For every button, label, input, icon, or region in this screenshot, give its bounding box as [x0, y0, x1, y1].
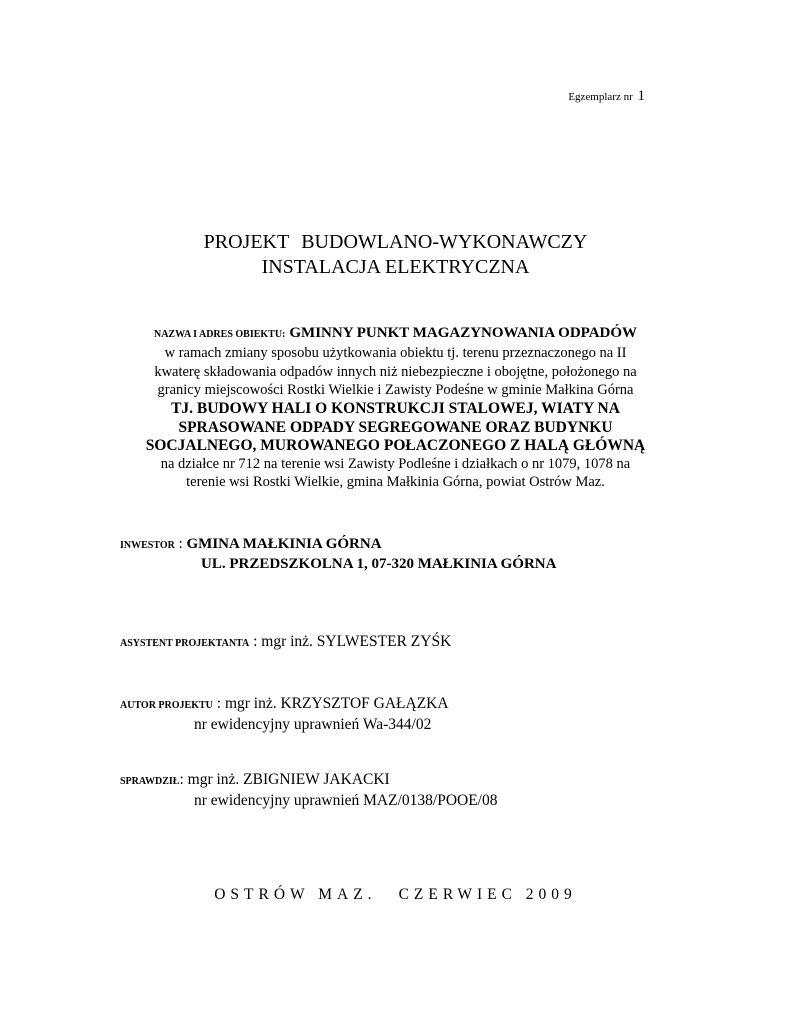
object-scope-line2: SPRASOWANE ODPADY SEGREGOWANE ORAZ BUDYNKU: [178, 419, 613, 436]
author-label: AUTOR PROJEKTU: [120, 700, 213, 711]
document-title-line1: [0, 231, 791, 254]
checker-line: [120, 771, 390, 789]
investor-line: [120, 535, 382, 553]
object-label: NAZWA I ADRES OBIEKTU:: [153, 329, 286, 340]
investor-label: INWESTOR: [120, 540, 175, 551]
author-license: nr ewidencyjny uprawnień Wa-344/02: [194, 716, 432, 733]
object-heading: [0, 324, 791, 342]
copy-number: 1: [637, 88, 645, 104]
object-scope-line1: TJ. BUDOWY HALI O KONSTRUKCJI STALOWEJ, WIATY NA: [171, 400, 620, 417]
investor-separator: :: [174, 536, 187, 552]
object-location-line1: na działce nr 712 na terenie wsi Zawisty Podleśne i działkach o nr 1079, 1078 na: [160, 456, 631, 472]
object-name: GMINNY PUNKT MAGAZYNOWANIA ODPADÓW: [289, 325, 638, 341]
object-scope-line3: SOCJALNEGO, MUROWANEGO POŁACZONEGO Z HALĄ GŁÓWNĄ: [145, 437, 646, 454]
copy-number-line: [568, 88, 645, 105]
checker-license: nr ewidencyjny uprawnień MAZ/0138/POOE/08: [194, 792, 498, 809]
place-date-footer: [0, 886, 791, 904]
object-desc-line2: kwaterę składowania odpadów innych niż niebezpieczne i obojętne, położonego na: [154, 364, 637, 380]
checker-name: mgr inż. ZBIGNIEW JAKACKI: [187, 771, 390, 788]
assistant-separator: :: [249, 633, 262, 650]
object-desc-line3: granicy miejscowości Rostki Wielkie i Zawisty Podeśne w gminie Małkina Górna: [157, 382, 634, 398]
author-line: [120, 695, 449, 713]
object-location-line2: terenie wsi Rostki Wielkie, gmina Małkinia Górna, powiat Ostrów Maz.: [186, 474, 605, 490]
assistant-name: mgr inż. SYLWESTER ZYŚK: [261, 633, 452, 650]
author-name: mgr inż. KRZYSZTOF GAŁĄZKA: [224, 695, 449, 712]
checker-label: SPRAWDZIŁ: [120, 776, 180, 787]
title-project: PROJEKT: [203, 231, 290, 253]
author-separator: :: [212, 695, 225, 712]
investor-address-line: [201, 555, 556, 573]
assistant-line: [120, 633, 451, 651]
copy-label: Egzemplarz nr: [568, 91, 633, 103]
footer-place: OSTRÓW MAZ.: [214, 886, 377, 903]
footer-date: CZERWIEC 2009: [398, 886, 577, 903]
document-title-line2: INSTALACJA ELEKTRYCZNA: [261, 256, 530, 278]
investor-name: GMINA MAŁKINIA GÓRNA: [186, 536, 382, 552]
title-project-type: BUDOWLANO-WYKONAWCZY: [301, 231, 588, 253]
object-desc-line1: w ramach zmiany sposobu użytkowania obiektu tj. terenu przeznaczonego na II: [164, 345, 627, 361]
assistant-label: ASYSTENT PROJEKTANTA: [120, 638, 250, 649]
investor-address: UL. PRZEDSZKOLNA 1, 07-320 MAŁKINIA GÓRNA: [201, 556, 557, 572]
checker-separator: :: [179, 771, 188, 788]
